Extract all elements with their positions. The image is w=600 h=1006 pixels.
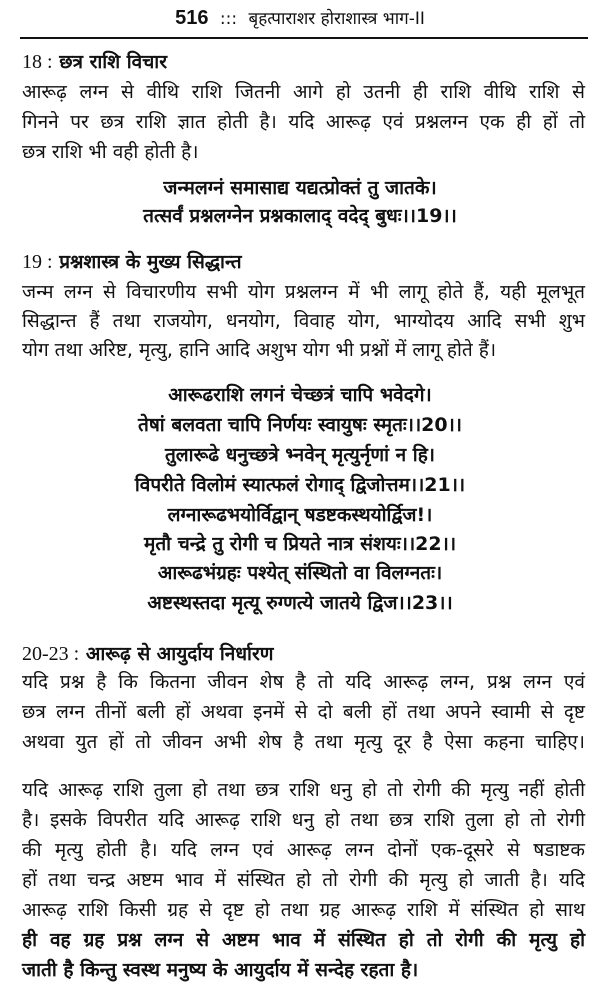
verse-line: मृतौ चन्द्रे तु रोगी च प्रियते नात्र संशयः।।22।। <box>143 533 457 555</box>
header-separator: ::: <box>219 9 238 29</box>
paragraph-line: यदि प्रश्न है कि कितना जीवन शेष है तो यदि आरूढ़ लग्न, प्रश्न लग्न एवं <box>22 671 585 693</box>
paragraph-line: आरूढ़ लग्न से वीथि राशि जितनी आगे हो उतनी ही राशि वीथि राशि से <box>22 81 585 103</box>
paragraph-line: अथवा युत हों तो जीवन अभी शेष है तथा मृत्यु दूर है ऐसा कहना चाहिए। <box>22 731 585 753</box>
verse-line: आरूढभंग्रहः पश्येत् संस्थितो वा विलग्नतः। <box>157 562 443 584</box>
verse-line: तुलारूढे धनुच्छत्रे भ्नवेन् मृत्युर्नृणां न हि। <box>164 444 436 466</box>
section-heading <box>22 49 167 75</box>
section-heading <box>22 249 242 275</box>
paragraph-line: जन्म लग्न से विचारणीय सभी योग प्रश्नलग्न में भी लागू होते हैं, यही मूलभूत <box>22 281 585 303</box>
section-title: छत्र राशि विचार <box>59 51 167 73</box>
paragraph-line: सिद्धान्त हैं तथा राजयोग, धनयोग, विवाह योग, भाग्योदय आदि सभी शुभ <box>22 310 585 332</box>
paragraph-line: ही वह ग्रह प्रश्न लग्न से अष्टम भाव में संस्थित हो तो रोगी की मृत्यु हो <box>22 929 585 951</box>
paragraph-line: आरूढ़ राशि किसी ग्रह से दृष्ट हो तथा ग्रह आरूढ़ राशि में संस्थित हो साथ <box>22 899 585 921</box>
verse-line: तेषां बलवता चापि निर्णयः स्वायुषः स्मृतः।।20।। <box>138 414 462 436</box>
section-number: 18 : <box>22 51 53 73</box>
paragraph-line: योग तथा अरिष्ट, मृत्यु, हानि आदि अशुभ योग भी प्रश्नों में लागू होते हैं। <box>22 339 497 361</box>
verse-line: लग्नारूढभयोर्विद्वान् षडष्टकस्थयोर्द्विज!। <box>167 504 433 526</box>
verse-line: अष्टस्थस्तदा मृत्यू रुग्णत्ये जातये द्विज।।23।। <box>147 592 453 614</box>
paragraph-line: जाती है किन्तु स्वस्थ मनुष्य के आयुर्दाय में सन्देह रहता है। <box>22 959 419 981</box>
paragraph-line: है। इसके विपरीत यदि आरूढ़ राशि धनु हो तथा छत्र राशि तुला हो तो रोगी <box>22 809 585 831</box>
paragraph-line: हों तथा चन्द्र अष्टम भाव में संस्थित हो तो रोगी की मृत्यु हो जाती है। यदि <box>22 869 585 891</box>
verse-line: तत्सर्वं प्रश्नलग्नेन प्रश्नकालाद् वदेद् बुधः।।19।। <box>143 205 457 227</box>
page-number: 516 <box>175 7 209 29</box>
paragraph-line: यदि आरूढ़ राशि तुला हो तथा छत्र राशि धनु हो तो रोगी की मृत्यु नहीं होती <box>22 779 585 801</box>
section-title: आरूढ़ से आयुर्दाय निर्धारण <box>85 643 274 665</box>
section-number: 20-23 : <box>22 643 80 665</box>
running-header <box>0 6 600 30</box>
paragraph-line: छत्र लग्न तीनों बली हों अथवा इनमें से दो बली हों तथा अपने स्वामी से दृष्ट <box>22 701 585 723</box>
verse-line: आरूढराशि लगनं चेच्छत्रं चापि भवेदगे। <box>168 384 432 406</box>
section-heading <box>22 641 273 667</box>
paragraph-line: छत्र राशि भी वही होती है। <box>22 141 199 163</box>
section-number: 19 : <box>22 251 53 273</box>
verse-line: जन्मलग्नं समासाद्य यद्यत्प्रोक्तं तु जातके। <box>163 177 437 199</box>
paragraph-line: गिनने पर छत्र राशि ज्ञात होती है। यदि आरूढ़ एवं प्रश्नलग्न एक ही हों तो <box>22 111 585 133</box>
paragraph-line: की मृत्यु होती है। यदि लग्न एवं आरूढ़ लग्न दोनों एक-दूसरे से षडाष्टक <box>22 839 585 861</box>
verse-line: विपरीते विलोमं स्यात्फलं रोगाद् द्विजोत्तम।।21।। <box>134 474 466 496</box>
book-title: बृहत्पाराशर होराशास्त्र भाग-II <box>248 9 425 29</box>
section-title: प्रश्नशास्त्र के मुख्य सिद्धान्त <box>59 251 242 273</box>
header-rule <box>20 37 588 39</box>
